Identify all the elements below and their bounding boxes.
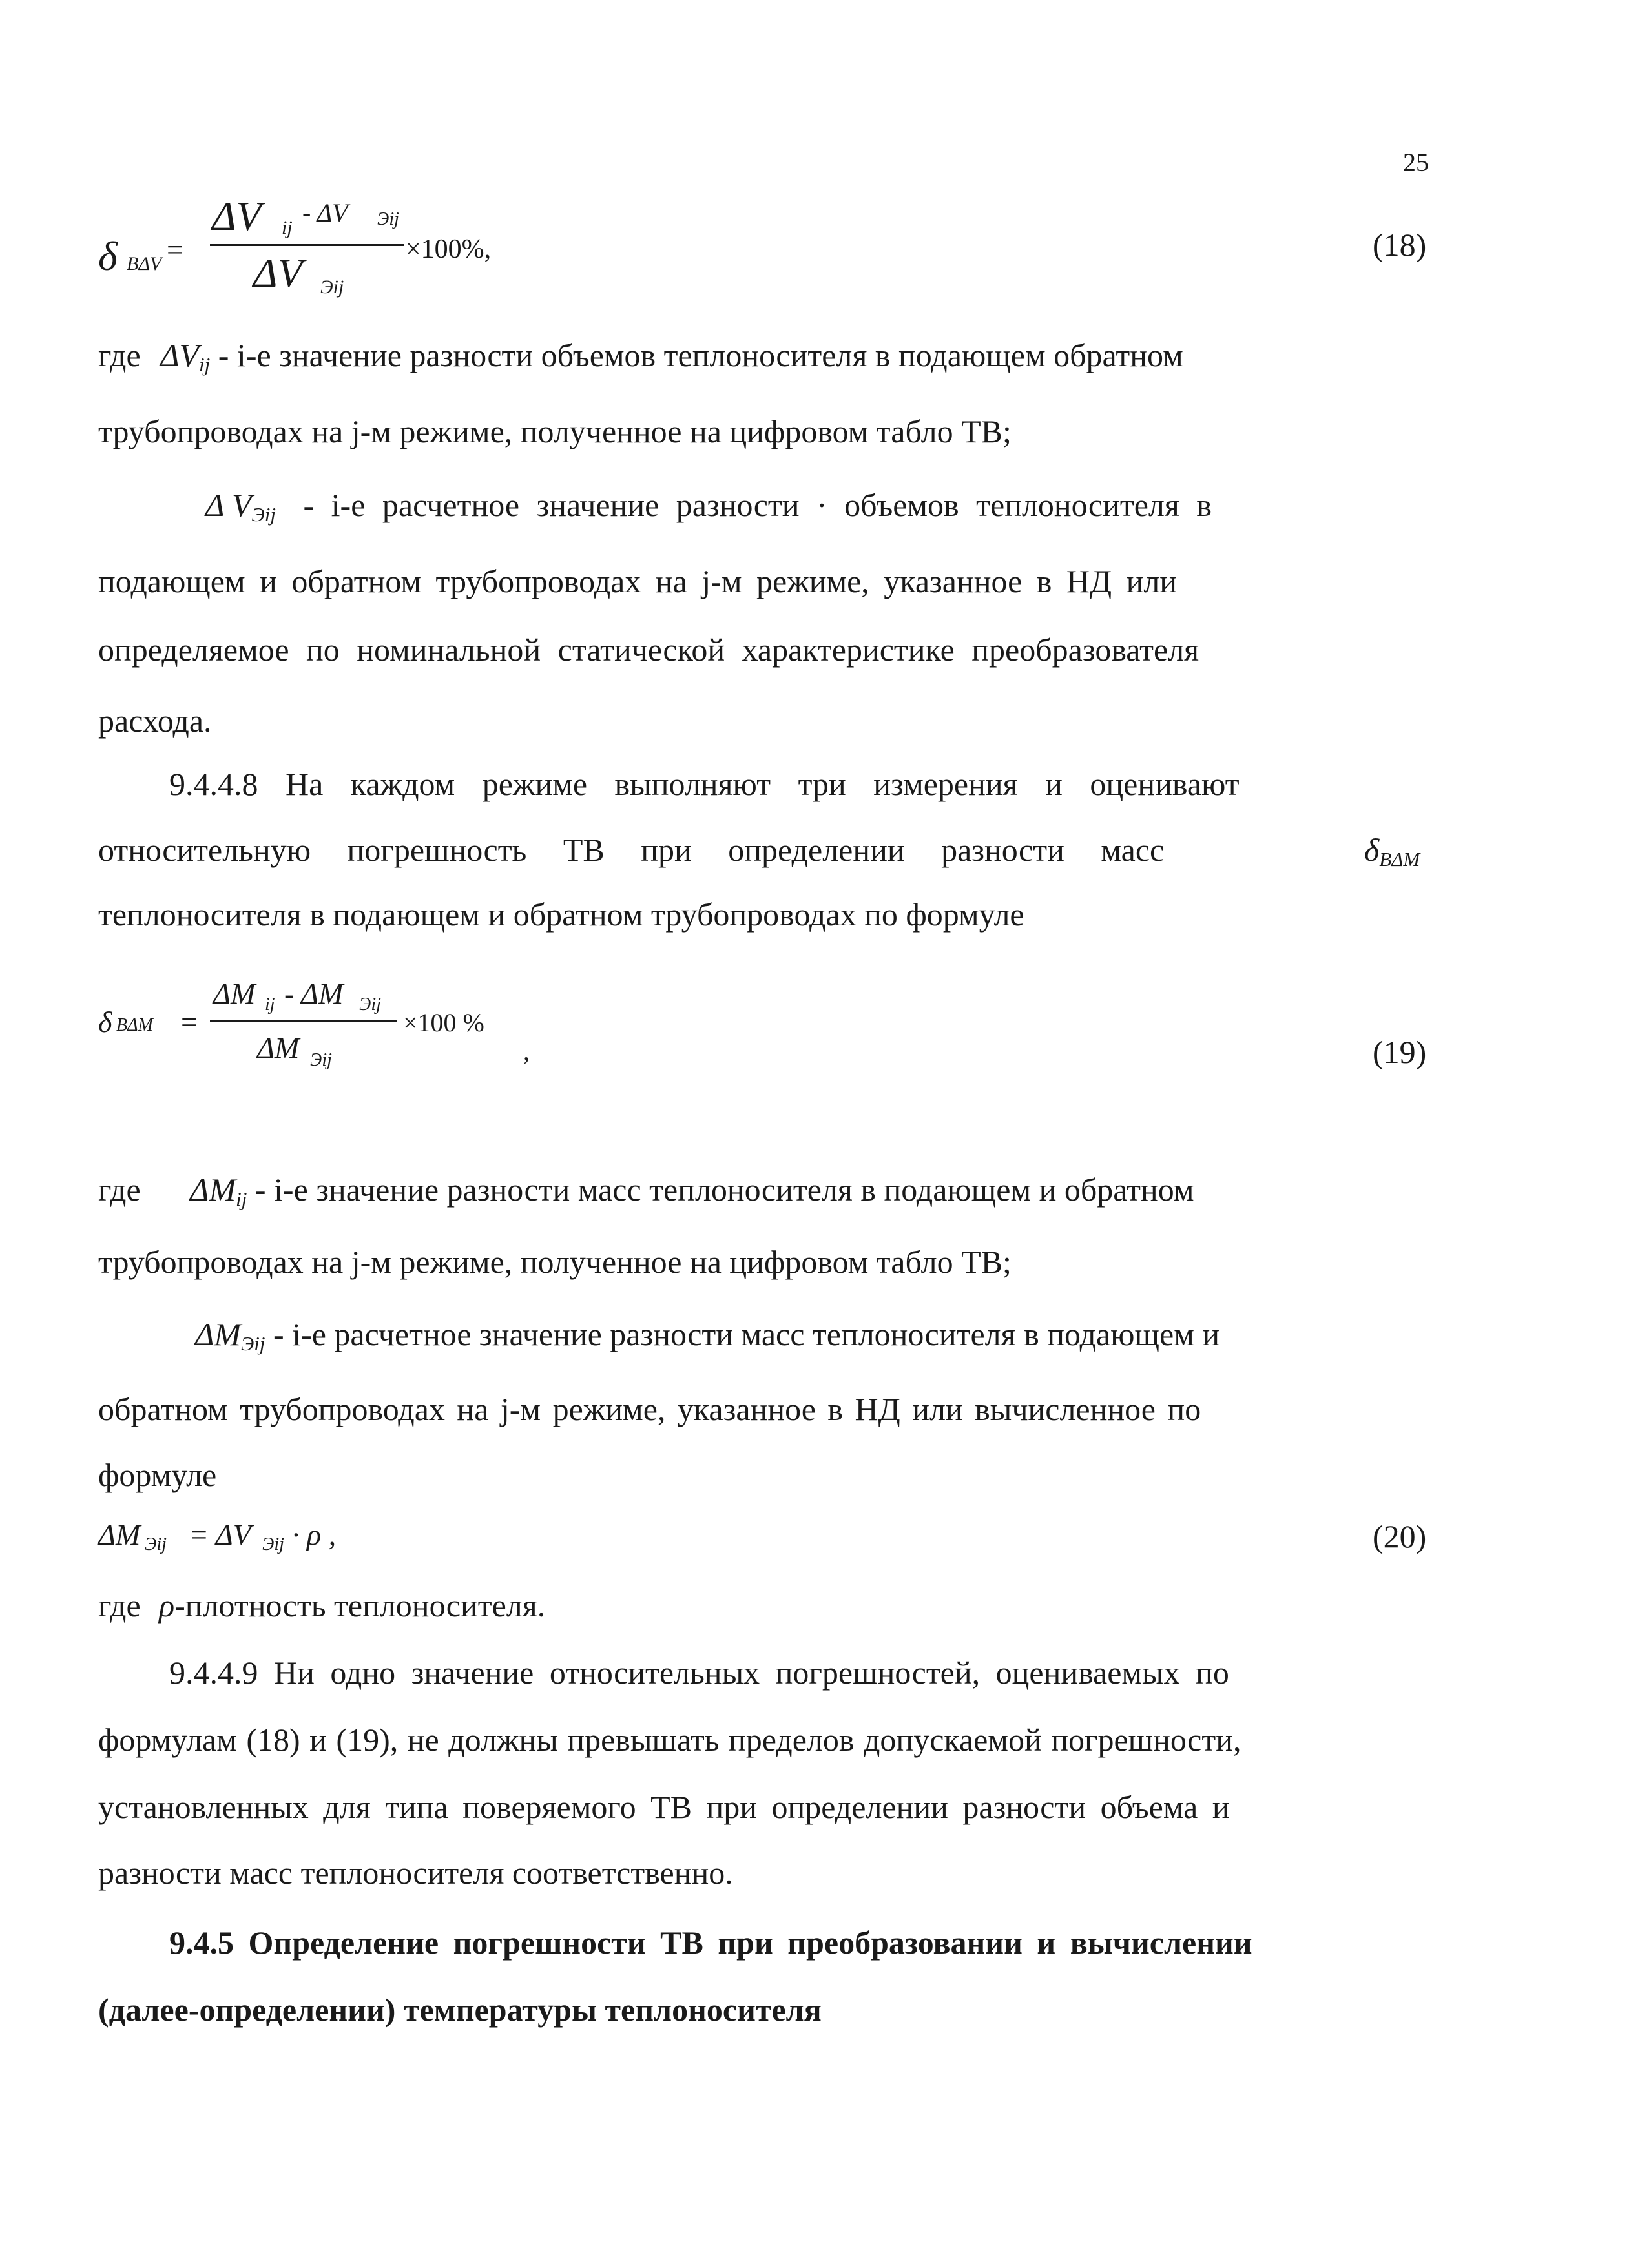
- formula-19-num: ΔМ: [213, 977, 256, 1010]
- symbol-dV-ij: ΔV: [160, 337, 200, 373]
- symbol-dV-Eij: Δ V: [205, 487, 252, 523]
- page-number: 25: [1403, 148, 1429, 177]
- formula-19-equals: =: [181, 1005, 198, 1038]
- formula-18-equals: =: [167, 233, 183, 266]
- para-18-where-line1: [98, 336, 1439, 384]
- formula-20-lhs: ΔМ: [98, 1518, 141, 1551]
- formula-18-den: ΔV: [253, 250, 303, 296]
- formula-19-den: ΔМ: [257, 1031, 300, 1064]
- para-9449-line2: формулам (18) и (19), не должны превышать пределов допускаемой погрешности,: [98, 1722, 1241, 1758]
- para-9448-line2-text: относительную погрешность ТВ при определении разности масс: [98, 832, 1165, 868]
- para-9448-line2: [98, 830, 1439, 869]
- formula-18-delta: δ: [98, 233, 118, 279]
- where-label: где: [98, 1171, 141, 1208]
- symbol-dV-Eij-sub: Эij: [251, 502, 276, 526]
- formula-20-number: (20): [1373, 1518, 1427, 1554]
- formula-20-tail: · ρ ,: [292, 1518, 337, 1551]
- formula-18-num-main-sub: ij: [282, 217, 293, 238]
- formula-19-delta: δ: [98, 1005, 112, 1038]
- formula-18-num-main: ΔV: [212, 193, 262, 239]
- para-18-def2-line4: расхода.: [98, 703, 212, 739]
- formula-18-num-tail-sub: Эij: [377, 209, 399, 229]
- formula-19-delta-sub: ВΔМ: [116, 1015, 153, 1035]
- where-label: где: [98, 337, 141, 373]
- formula-18-delta-sub: ВΔV: [127, 253, 162, 274]
- symbol-dV-ij-sub: ij: [199, 353, 211, 376]
- para-18-where-line2: трубопроводах на j-м режиме, полученное на цифровом табло ТВ;: [98, 413, 1012, 449]
- formula-19-num-tail: - ΔМ: [284, 977, 344, 1010]
- para-19-def2-line2: обратном трубопроводах на j-м режиме, указанное в НД или вычисленное по: [98, 1391, 1201, 1427]
- formula-18-number: (18): [1373, 227, 1427, 263]
- formula-18-fraction-line: [210, 244, 404, 246]
- symbol-dM-Eij-sub: Эij: [241, 1332, 265, 1355]
- formula-19-comma: ,: [523, 1036, 530, 1066]
- symbol-dM-Eij: ΔМ: [195, 1316, 241, 1352]
- formula-18-den-sub: Эij: [320, 276, 344, 298]
- para-19-def2-line1: [195, 1315, 1439, 1363]
- where-label: где: [98, 1587, 141, 1624]
- symbol-rho: ρ: [159, 1587, 175, 1624]
- para-19-where-line1-rest: - i-е значение разности масс теплоносителя в подающем и обратном: [254, 1171, 1194, 1208]
- heading-945-line2: (далее-определении) температуры теплоносителя: [98, 1992, 822, 2028]
- formula-19-factor: ×100 %: [403, 1008, 484, 1037]
- para-19-def2-line3: формуле: [98, 1457, 217, 1493]
- para-9448-line3: теплоносителя в подающем и обратном трубопроводах по формуле: [98, 896, 1024, 933]
- heading-945-line1: 9.4.5 Определение погрешности ТВ при преобразовании и вычислении: [169, 1924, 1252, 1961]
- formula-20-rhs: = ΔV: [189, 1518, 251, 1551]
- formula-18-factor: ×100%,: [406, 234, 492, 264]
- formula-19-den-sub: Эij: [310, 1050, 332, 1070]
- para-9449-line3: установленных для типа поверяемого ТВ при определении разности объема и: [98, 1789, 1230, 1825]
- formula-19-num-sub: ij: [265, 995, 275, 1015]
- para-18-def2-line2: подающем и обратном трубопроводах на j-м режиме, указанное в НД или: [98, 563, 1178, 599]
- para-19-where-line1: [98, 1170, 1439, 1219]
- symbol-delta-BdM: [1364, 830, 1420, 879]
- para-18-def2-line1-rest: - i-е расчетное значение разности · объемов теплоносителя в: [303, 487, 1212, 523]
- symbol-dM-ij-sub: ij: [236, 1187, 247, 1210]
- formula-18-num-tail: - ΔV: [302, 198, 348, 227]
- para-9449-line4: разности масс теплоносителя соответственно.: [98, 1855, 733, 1891]
- formula-19-number: (19): [1373, 1034, 1427, 1070]
- para-20-where: [98, 1586, 545, 1625]
- symbol-dM-ij: ΔМ: [190, 1171, 236, 1208]
- symbol-delta-sub: ВΔМ: [1379, 847, 1420, 871]
- formula-19-fraction-line: [210, 1020, 397, 1022]
- para-9449-line1: 9.4.4.9 Ни одно значение относительных погрешностей, оцениваемых по: [169, 1655, 1229, 1691]
- para-19-where-line2: трубопроводах на j-м режиме, полученное на цифровом табло ТВ;: [98, 1244, 1012, 1280]
- para-18-where-line1-rest: - i-е значение разности объемов теплоносителя в подающем обратном: [218, 337, 1183, 373]
- para-18-def2-line1: [205, 486, 1439, 534]
- formula-20-lhs-sub: Эij: [145, 1534, 167, 1554]
- formula-20-rhs-sub: Эij: [262, 1534, 284, 1554]
- para-18-def2-line3: определяемое по номинальной статической характеристике преобразователя: [98, 632, 1199, 668]
- para-9448-line1: 9.4.4.8 На каждом режиме выполняют три измерения и оценивают: [169, 766, 1240, 802]
- para-20-where-rest: -плотность теплоносителя.: [174, 1587, 546, 1624]
- symbol-delta: δ: [1364, 832, 1380, 868]
- formula-19-num-tail-sub: Эij: [359, 995, 381, 1015]
- para-19-def2-line1-rest: - i-е расчетное значение разности масс теплоносителя в подающем и: [273, 1316, 1220, 1352]
